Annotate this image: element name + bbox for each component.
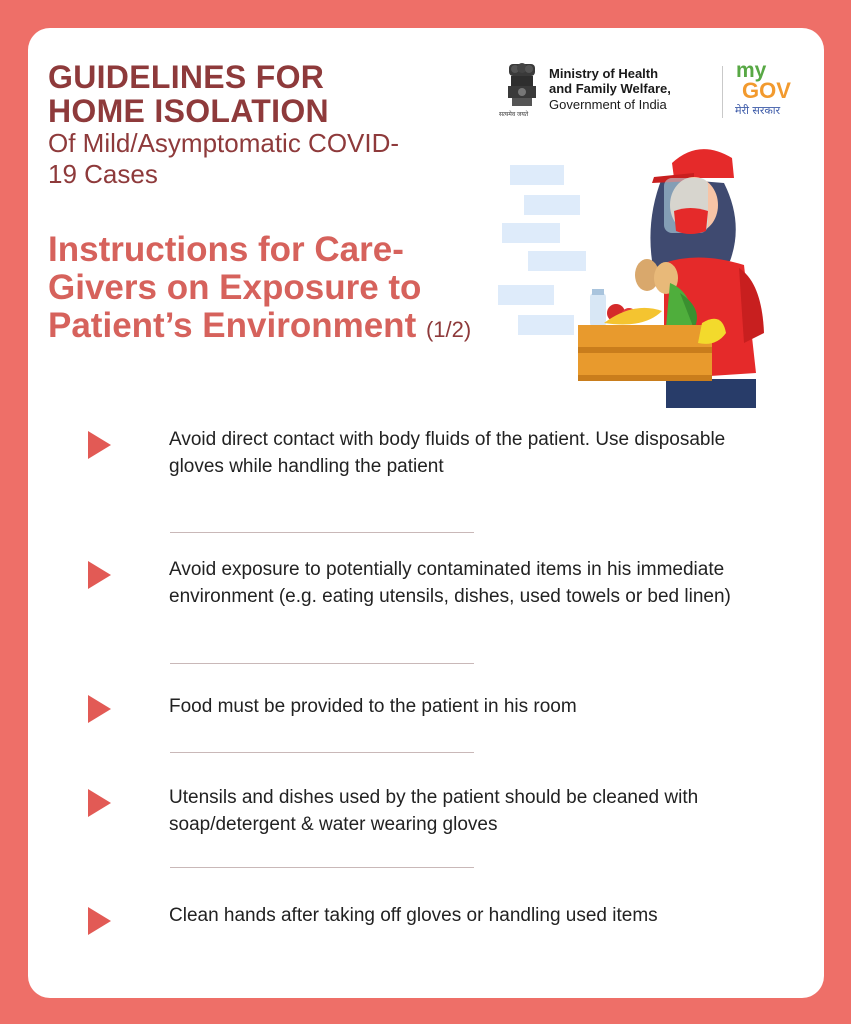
logo-divider (722, 66, 723, 118)
bullet-arrow-icon (88, 431, 111, 459)
mygov-my: my (736, 59, 767, 82)
bullet-arrow-icon (88, 789, 111, 817)
poster-subtitle: Of Mild/Asymptomatic COVID-19 Cases (48, 128, 400, 189)
divider (170, 663, 474, 664)
instruction-text: Avoid exposure to potentially contaminated items in his immediate environment (e.g. eating utensils, dishes, used towels or bed linen) (169, 559, 731, 607)
bullet-arrow-icon (88, 561, 111, 589)
instruction-text: Utensils and dishes used by the patient should be cleaned with soap/detergent & water wearing gloves (169, 787, 699, 835)
poster-card (28, 28, 824, 998)
poster-title: GUIDELINES FOR HOME ISOLATION (48, 59, 329, 129)
bullet-arrow-icon (88, 907, 111, 935)
divider (170, 752, 474, 753)
caregiver-illustration (494, 133, 804, 408)
section-part: (1/2) (425, 317, 472, 342)
mygov-gov: GOV (742, 78, 791, 103)
section-title-text: Instructions for Care-Givers on Exposure to Patient’s Environment (48, 230, 422, 345)
divider (170, 867, 474, 868)
ministry-name-line2: and Family Welfare, (549, 81, 671, 96)
instruction-text: Clean hands after taking off gloves or handling used items (169, 905, 658, 926)
ministry-name-line1: Ministry of Health (549, 66, 659, 81)
emblem-motto: सत्यमेव जयते (499, 112, 529, 118)
bullet-arrow-icon (88, 695, 111, 723)
divider (170, 532, 474, 533)
ministry-logo (499, 60, 703, 120)
mygov-logo (734, 58, 806, 118)
mygov-tagline: मेरी सरकार (735, 104, 781, 117)
motion-lines (498, 165, 586, 335)
instruction-text: Food must be provided to the patient in his room (169, 696, 577, 717)
ministry-name-line3: Government of India (549, 97, 667, 112)
section-title (48, 231, 488, 349)
instruction-text: Avoid direct contact with body fluids of the patient. Use disposable gloves while handling the patient (169, 429, 726, 477)
